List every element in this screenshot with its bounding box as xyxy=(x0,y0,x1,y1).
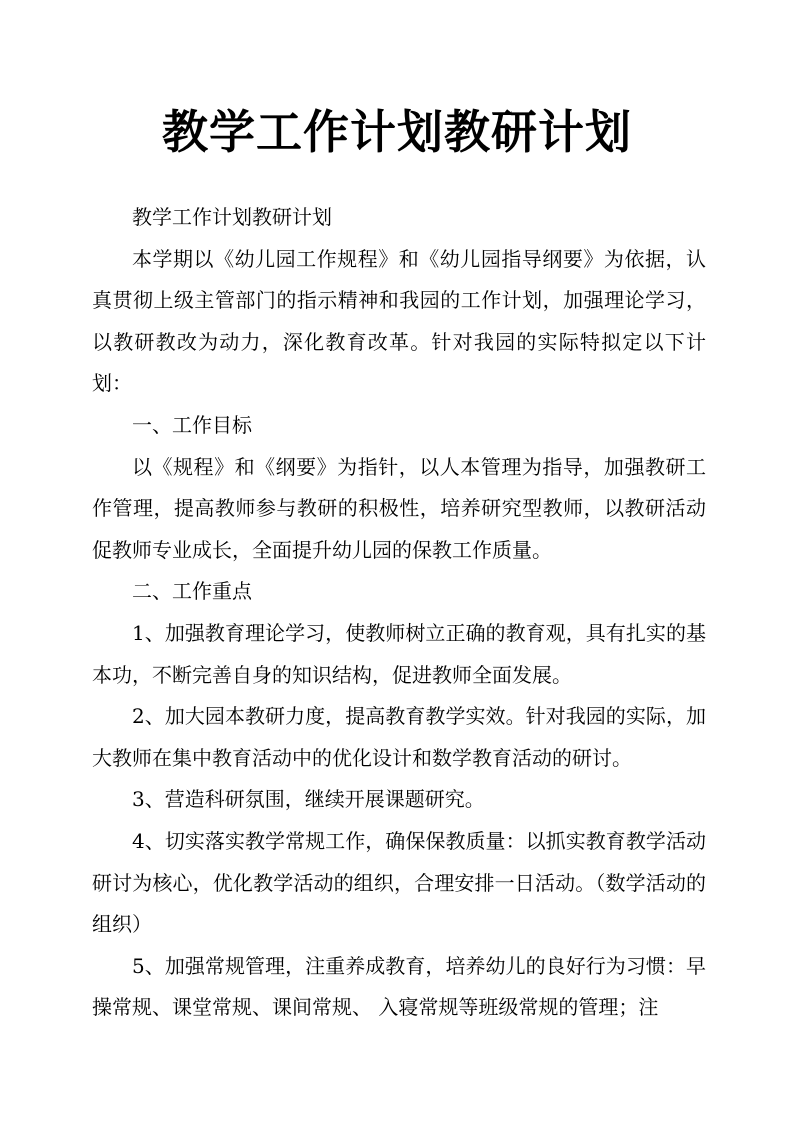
document-body xyxy=(92,197,706,1029)
paragraph-intro: 本学期以《幼儿园工作规程》和《幼儿园指导纲要》为依据，认真贯彻上级主管部门的指示精神和我园的工作计划，加强理论学习，以教研教改为动力，深化教育改革。针对我园的实际特拟定以下计划： xyxy=(92,246,706,396)
section-heading-goals: 一、工作目标 xyxy=(132,412,252,437)
paragraph-subtitle: 教学工作计划教研计划 xyxy=(132,205,332,229)
document-title: 教学工作计划教研计划 xyxy=(162,105,632,159)
list-item-1: 1、加强教育理论学习，使教师树立正确的教育观，具有扎实的基本功，不断完善自身的知识结构，促进教师全面发展。 xyxy=(92,620,706,687)
paragraph-goals: 以《规程》和《纲要》为指针，以人本管理为指导，加强教研工作管理，提高教师参与教研的积极性，培养研究型教师，以教研活动促教师专业成长，全面提升幼儿园的保教工作质量。 xyxy=(92,454,706,562)
section-heading-focus: 二、工作重点 xyxy=(132,579,252,604)
list-item-2: 2、加大园本教研力度，提高教育教学实效。针对我园的实际，加大教师在集中教育活动中的优化设计和数学教育活动的研讨。 xyxy=(92,704,706,770)
list-item-4: 4、切实落实教学常规工作，确保保教质量：以抓实教育教学活动研讨为核心，优化教学活动的组织，合理安排一日活动。（数学活动的组织） xyxy=(92,828,706,937)
list-item-3: 3、营造科研氛围，继续开展课题研究。 xyxy=(132,787,485,812)
list-item-5: 5、加强常规管理，注重养成教育，培养幼儿的良好行为习惯：早操常规、课堂常规、课间常规、 入寝常规等班级常规的管理；注 xyxy=(92,953,706,1020)
